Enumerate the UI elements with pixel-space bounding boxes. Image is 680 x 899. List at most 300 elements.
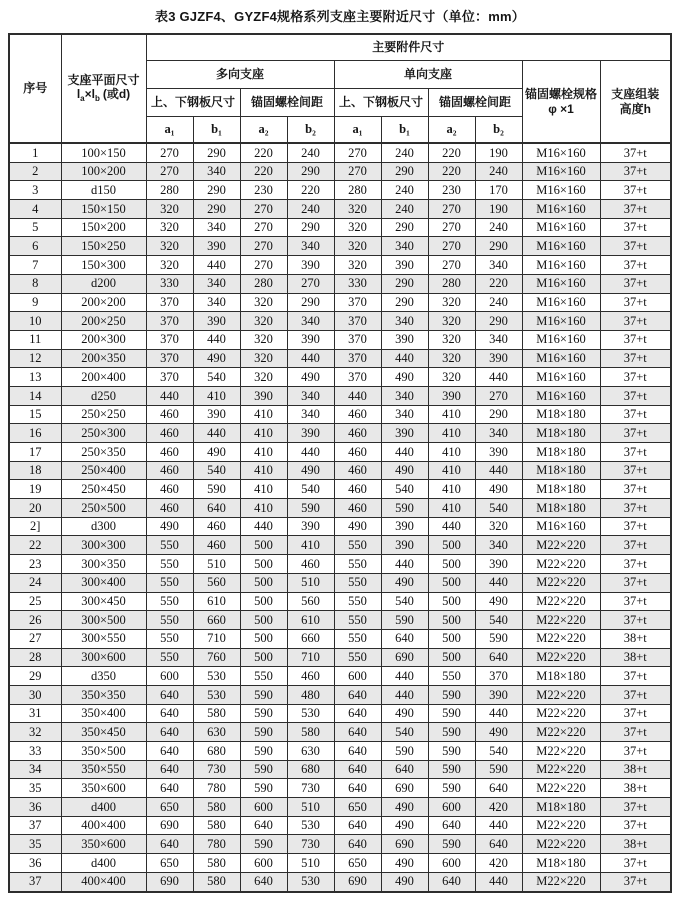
table-cell: 440 <box>475 368 522 387</box>
table-cell: 320 <box>240 293 287 312</box>
table-cell: 410 <box>428 443 475 462</box>
table-cell: 540 <box>381 480 428 499</box>
table-row <box>9 685 671 704</box>
table-cell: 500 <box>428 536 475 555</box>
table-cell: 2 <box>9 162 61 181</box>
table-cell: 250×500 <box>61 499 146 518</box>
header-a1-single: a₁ <box>334 117 381 144</box>
table-cell: 640 <box>381 629 428 648</box>
table-cell: M18×180 <box>522 424 600 443</box>
table-cell: 340 <box>381 237 428 256</box>
table-cell: 500 <box>428 629 475 648</box>
table-cell: 590 <box>240 723 287 742</box>
table-cell: 37+t <box>600 667 671 686</box>
table-cell: 22 <box>9 536 61 555</box>
table-cell: 550 <box>334 573 381 592</box>
table-cell: 460 <box>146 405 193 424</box>
table-cell: 370 <box>146 293 193 312</box>
table-cell: 410 <box>240 443 287 462</box>
table-cell: 280 <box>146 181 193 200</box>
table-cell: 560 <box>287 592 334 611</box>
table-cell: 510 <box>287 573 334 592</box>
table-cell: 270 <box>428 218 475 237</box>
table-row <box>9 555 671 574</box>
table-cell: 270 <box>146 143 193 162</box>
table-cell: 440 <box>334 386 381 405</box>
table-cell: 38+t <box>600 835 671 854</box>
table-cell: 200×400 <box>61 368 146 387</box>
table-cell: 190 <box>475 143 522 162</box>
table-row <box>9 573 671 592</box>
table-cell: 37+t <box>600 685 671 704</box>
table-cell: 390 <box>428 386 475 405</box>
table-row <box>9 293 671 312</box>
table-cell: 590 <box>240 742 287 761</box>
table-cell: 590 <box>240 779 287 798</box>
table-cell: 340 <box>287 237 334 256</box>
table-cell: 560 <box>193 573 240 592</box>
table-cell: 240 <box>475 162 522 181</box>
table-body <box>9 143 671 892</box>
table-cell: 600 <box>334 667 381 686</box>
table-cell: 4 <box>9 200 61 219</box>
table-cell: 730 <box>193 760 240 779</box>
table-cell: M18×180 <box>522 480 600 499</box>
table-cell: 440 <box>381 685 428 704</box>
table-cell: 230 <box>428 181 475 200</box>
table-cell: 540 <box>381 723 428 742</box>
table-cell: 590 <box>428 760 475 779</box>
table-cell: 23 <box>9 555 61 574</box>
table-cell: 690 <box>381 779 428 798</box>
table-cell: 32 <box>9 723 61 742</box>
table-cell: 200×250 <box>61 312 146 331</box>
table-cell: 320 <box>240 312 287 331</box>
table-cell: 640 <box>334 704 381 723</box>
table-cell: 340 <box>287 386 334 405</box>
table-cell: 270 <box>428 256 475 275</box>
table-cell: 540 <box>193 461 240 480</box>
table-cell: 400×400 <box>61 816 146 835</box>
table-cell: 37+t <box>600 816 671 835</box>
table-cell: 270 <box>428 200 475 219</box>
table-cell: 320 <box>240 368 287 387</box>
table-cell: 410 <box>193 386 240 405</box>
table-cell: 2] <box>9 517 61 536</box>
table-cell: 590 <box>381 611 428 630</box>
table-cell: 640 <box>146 760 193 779</box>
table-cell: 37+t <box>600 499 671 518</box>
table-row <box>9 499 671 518</box>
table-cell: M22×220 <box>522 723 600 742</box>
table-row <box>9 760 671 779</box>
table-cell: 37+t <box>600 517 671 536</box>
table-cell: 690 <box>381 648 428 667</box>
table-cell: M16×160 <box>522 293 600 312</box>
table-cell: 460 <box>334 480 381 499</box>
table-cell: 370 <box>334 330 381 349</box>
table-cell: 440 <box>475 816 522 835</box>
table-cell: 590 <box>240 835 287 854</box>
table-cell: 540 <box>475 499 522 518</box>
table-cell: 440 <box>193 424 240 443</box>
table-cell: 240 <box>381 181 428 200</box>
table-cell: 37+t <box>600 424 671 443</box>
table-cell: 220 <box>428 162 475 181</box>
table-cell: 390 <box>287 517 334 536</box>
table-cell: 220 <box>240 143 287 162</box>
table-cell: 250×250 <box>61 405 146 424</box>
table-cell: 550 <box>334 611 381 630</box>
table-cell: 650 <box>146 798 193 817</box>
table-cell: 440 <box>146 386 193 405</box>
table-cell: 660 <box>287 629 334 648</box>
table-row <box>9 611 671 630</box>
table-row <box>9 517 671 536</box>
table-cell: 170 <box>475 181 522 200</box>
table-cell: 500 <box>240 629 287 648</box>
table-cell: 500 <box>428 611 475 630</box>
table-cell: 460 <box>334 461 381 480</box>
table-cell: 390 <box>381 517 428 536</box>
table-cell: 640 <box>334 760 381 779</box>
table-cell: 390 <box>381 256 428 275</box>
table-cell: 640 <box>146 742 193 761</box>
table-cell: 35 <box>9 779 61 798</box>
table-cell: 490 <box>381 854 428 873</box>
table-cell: M16×160 <box>522 312 600 331</box>
table-cell: 490 <box>475 592 522 611</box>
table-cell: M18×180 <box>522 854 600 873</box>
table-cell: 410 <box>428 480 475 499</box>
table-cell: 320 <box>334 256 381 275</box>
table-cell: 500 <box>240 592 287 611</box>
table-cell: d400 <box>61 798 146 817</box>
table-cell: 370 <box>334 293 381 312</box>
table-cell: 290 <box>287 293 334 312</box>
table-cell: 340 <box>475 536 522 555</box>
table-cell: 660 <box>193 611 240 630</box>
table-cell: 290 <box>475 312 522 331</box>
table-cell: 640 <box>240 872 287 891</box>
table-cell: 490 <box>193 349 240 368</box>
table-cell: 410 <box>428 461 475 480</box>
table-cell: 320 <box>428 312 475 331</box>
table-cell: 1 <box>9 143 61 162</box>
table-cell: 590 <box>428 723 475 742</box>
table-cell: 320 <box>428 349 475 368</box>
table-cell: 610 <box>287 611 334 630</box>
table-cell: 150×200 <box>61 218 146 237</box>
table-cell: 240 <box>381 143 428 162</box>
table-cell: M16×160 <box>522 237 600 256</box>
table-cell: 580 <box>193 798 240 817</box>
table-cell: 440 <box>475 461 522 480</box>
table-cell: 540 <box>475 611 522 630</box>
table-cell: 410 <box>240 480 287 499</box>
table-cell: 300×600 <box>61 648 146 667</box>
table-cell: 370 <box>146 330 193 349</box>
table-cell: 320 <box>240 349 287 368</box>
table-cell: 640 <box>428 816 475 835</box>
table-cell: 640 <box>334 685 381 704</box>
table-cell: 320 <box>146 237 193 256</box>
table-cell: 280 <box>240 274 287 293</box>
table-cell: 37+t <box>600 349 671 368</box>
table-cell: 410 <box>287 536 334 555</box>
table-cell: 37+t <box>600 723 671 742</box>
table-cell: 640 <box>334 779 381 798</box>
table-cell: 500 <box>428 573 475 592</box>
table-cell: 460 <box>146 480 193 499</box>
table-cell: 460 <box>146 461 193 480</box>
table-cell: 550 <box>146 555 193 574</box>
table-cell: M22×220 <box>522 760 600 779</box>
header-main-attachment: 主要附件尺寸 <box>146 34 671 61</box>
table-cell: 150×250 <box>61 237 146 256</box>
table-cell: 25 <box>9 592 61 611</box>
table-cell: 550 <box>146 648 193 667</box>
header-assembly-height: 支座组装 高度h <box>600 61 671 144</box>
table-cell: 200×350 <box>61 349 146 368</box>
table-header <box>9 34 671 143</box>
table-cell: 250×300 <box>61 424 146 443</box>
table-row <box>9 330 671 349</box>
table-cell: 440 <box>193 330 240 349</box>
table-cell: 37+t <box>600 181 671 200</box>
table-cell: 270 <box>428 237 475 256</box>
table-cell: M22×220 <box>522 816 600 835</box>
table-cell: 490 <box>475 480 522 499</box>
table-cell: 680 <box>287 760 334 779</box>
table-cell: 320 <box>428 368 475 387</box>
table-cell: 6 <box>9 237 61 256</box>
table-cell: 37+t <box>600 312 671 331</box>
table-cell: 460 <box>146 499 193 518</box>
table-cell: 340 <box>193 274 240 293</box>
table-cell: M16×160 <box>522 162 600 181</box>
table-cell: 370 <box>334 368 381 387</box>
table-cell: 12 <box>9 349 61 368</box>
table-cell: 630 <box>287 742 334 761</box>
table-cell: d300 <box>61 517 146 536</box>
table-cell: 550 <box>334 648 381 667</box>
table-cell: 33 <box>9 742 61 761</box>
table-cell: 8 <box>9 274 61 293</box>
table-cell: 37+t <box>600 704 671 723</box>
table-cell: 30 <box>9 685 61 704</box>
table-cell: d350 <box>61 667 146 686</box>
table-cell: 28 <box>9 648 61 667</box>
table-cell: 37+t <box>600 480 671 499</box>
table-cell: 440 <box>381 555 428 574</box>
table-cell: 26 <box>9 611 61 630</box>
table-cell: 490 <box>381 461 428 480</box>
table-cell: 390 <box>475 685 522 704</box>
header-a2-single: a₂ <box>428 117 475 144</box>
table-cell: 270 <box>240 218 287 237</box>
table-cell: 220 <box>428 143 475 162</box>
table-cell: 320 <box>146 218 193 237</box>
table-cell: 300×550 <box>61 629 146 648</box>
table-cell: 330 <box>334 274 381 293</box>
table-cell: 640 <box>475 648 522 667</box>
table-cell: 460 <box>193 517 240 536</box>
table-cell: 370 <box>146 368 193 387</box>
table-cell: M18×180 <box>522 443 600 462</box>
table-cell: 490 <box>381 368 428 387</box>
table-cell: 38+t <box>600 629 671 648</box>
table-cell: 350×600 <box>61 835 146 854</box>
table-cell: 5 <box>9 218 61 237</box>
table-cell: 550 <box>334 555 381 574</box>
table-cell: 240 <box>475 293 522 312</box>
header-a2-multi: a₂ <box>240 117 287 144</box>
table-cell: 37+t <box>600 330 671 349</box>
table-cell: 37+t <box>600 368 671 387</box>
table-cell: 650 <box>146 854 193 873</box>
table-cell: 290 <box>193 143 240 162</box>
table-cell: 540 <box>287 480 334 499</box>
table-cell: 340 <box>193 218 240 237</box>
table-cell: d400 <box>61 854 146 873</box>
table-cell: 640 <box>334 835 381 854</box>
table-row <box>9 200 671 219</box>
table-cell: 590 <box>428 704 475 723</box>
table-cell: 9 <box>9 293 61 312</box>
table-cell: 490 <box>381 798 428 817</box>
table-cell: 37+t <box>600 555 671 574</box>
table-cell: 710 <box>287 648 334 667</box>
table-row <box>9 629 671 648</box>
header-b1-multi: b₁ <box>193 117 240 144</box>
table-cell: 36 <box>9 854 61 873</box>
table-cell: 420 <box>475 798 522 817</box>
table-cell: 440 <box>193 256 240 275</box>
table-cell: 580 <box>193 816 240 835</box>
table-cell: 580 <box>287 723 334 742</box>
table-cell: 37+t <box>600 798 671 817</box>
table-cell: 590 <box>381 742 428 761</box>
table-cell: 690 <box>146 872 193 891</box>
table-cell: 640 <box>146 685 193 704</box>
table-cell: 270 <box>240 256 287 275</box>
table-cell: 300×300 <box>61 536 146 555</box>
table-cell: 370 <box>146 349 193 368</box>
table-cell: 340 <box>381 386 428 405</box>
table-cell: 580 <box>193 872 240 891</box>
table-cell: M16×160 <box>522 274 600 293</box>
table-cell: M22×220 <box>522 592 600 611</box>
table-cell: 640 <box>146 835 193 854</box>
table-cell: 550 <box>334 536 381 555</box>
table-cell: M22×220 <box>522 872 600 891</box>
table-cell: 690 <box>334 872 381 891</box>
table-cell: 340 <box>381 405 428 424</box>
table-cell: 37+t <box>600 461 671 480</box>
table-cell: 530 <box>287 816 334 835</box>
table-cell: 390 <box>287 424 334 443</box>
table-cell: 36 <box>9 798 61 817</box>
table-cell: 440 <box>428 517 475 536</box>
table-cell: 410 <box>428 499 475 518</box>
table-cell: 320 <box>334 200 381 219</box>
table-cell: 18 <box>9 461 61 480</box>
table-cell: 440 <box>240 517 287 536</box>
table-row <box>9 723 671 742</box>
table-cell: 460 <box>334 424 381 443</box>
table-cell: 550 <box>146 536 193 555</box>
table-cell: 330 <box>146 274 193 293</box>
table-row <box>9 854 671 873</box>
table-cell: 17 <box>9 443 61 462</box>
table-cell: 580 <box>193 854 240 873</box>
table-cell: 440 <box>287 443 334 462</box>
table-cell: 590 <box>287 499 334 518</box>
table-row <box>9 798 671 817</box>
table-cell: 460 <box>146 424 193 443</box>
table-cell: 590 <box>428 742 475 761</box>
table-cell: d200 <box>61 274 146 293</box>
table-cell: 37+t <box>600 256 671 275</box>
table-cell: M18×180 <box>522 667 600 686</box>
table-cell: 490 <box>334 517 381 536</box>
table-cell: 590 <box>475 629 522 648</box>
table-cell: 500 <box>240 648 287 667</box>
table-cell: 300×450 <box>61 592 146 611</box>
table-cell: M16×160 <box>522 218 600 237</box>
table-cell: 390 <box>193 405 240 424</box>
table-cell: 680 <box>193 742 240 761</box>
table-cell: 37+t <box>600 218 671 237</box>
table-cell: 250×350 <box>61 443 146 462</box>
table-cell: 390 <box>381 330 428 349</box>
table-cell: 590 <box>193 480 240 499</box>
table-cell: 280 <box>334 181 381 200</box>
table-row <box>9 592 671 611</box>
table-cell: 350×450 <box>61 723 146 742</box>
table-cell: 250×450 <box>61 480 146 499</box>
table-cell: 350×400 <box>61 704 146 723</box>
table-cell: 710 <box>193 629 240 648</box>
table-cell: 390 <box>193 312 240 331</box>
table-cell: M16×160 <box>522 200 600 219</box>
table-cell: 540 <box>381 592 428 611</box>
table-cell: 150×300 <box>61 256 146 275</box>
table-row <box>9 461 671 480</box>
table-row <box>9 704 671 723</box>
table-cell: 600 <box>146 667 193 686</box>
header-single-directional: 单向支座 <box>334 61 522 89</box>
header-b2-single: b₂ <box>475 117 522 144</box>
table-cell: 37+t <box>600 274 671 293</box>
table-cell: 340 <box>193 293 240 312</box>
table-cell: 340 <box>287 405 334 424</box>
table-cell: M16×160 <box>522 368 600 387</box>
table-cell: 37+t <box>600 872 671 891</box>
table-cell: M22×220 <box>522 611 600 630</box>
table-cell: M16×160 <box>522 256 600 275</box>
table-cell: 440 <box>381 667 428 686</box>
table-cell: 650 <box>334 798 381 817</box>
table-cell: 530 <box>193 667 240 686</box>
table-cell: 460 <box>193 536 240 555</box>
table-cell: 730 <box>287 835 334 854</box>
header-plane-size-line1: 支座平面尺寸 <box>67 73 140 87</box>
table-cell: 37+t <box>600 200 671 219</box>
table-cell: 290 <box>193 181 240 200</box>
table-cell: 370 <box>334 349 381 368</box>
